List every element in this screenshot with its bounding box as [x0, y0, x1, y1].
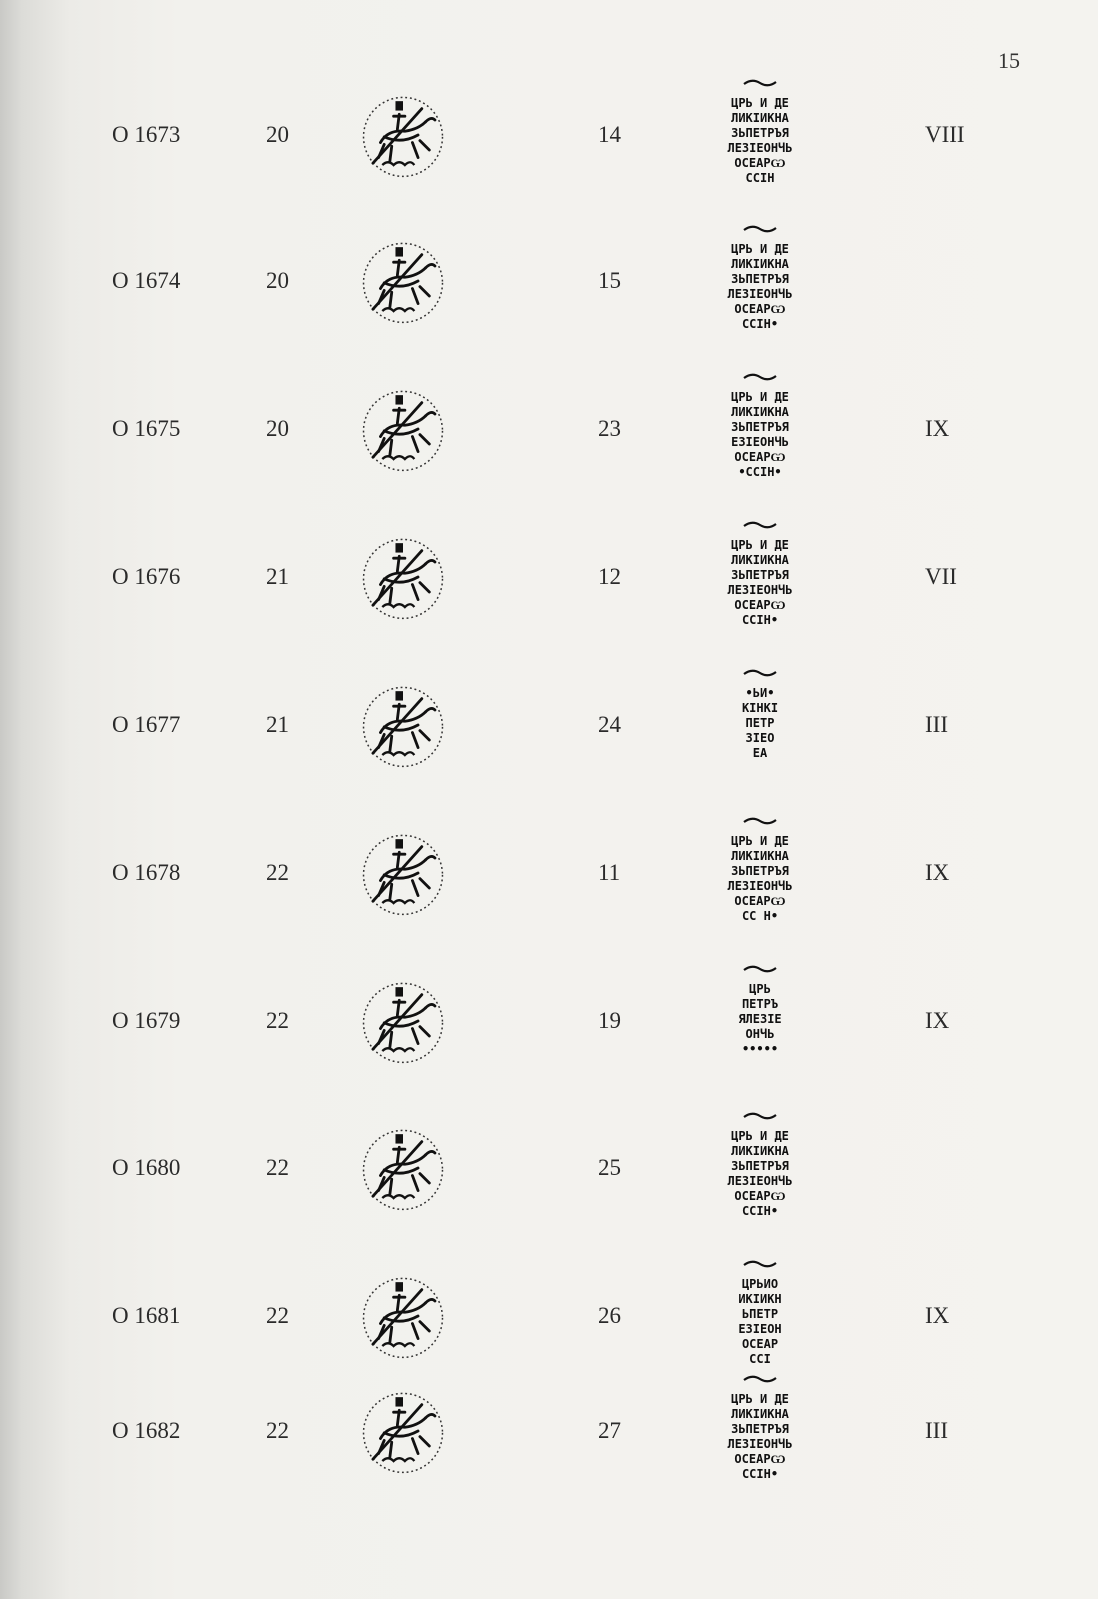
svg-text:ЦРЬ И ДЕ: ЦРЬ И ДЕ [731, 1392, 789, 1406]
weight-value: 22 [266, 1155, 289, 1180]
catalog-row [0, 503, 1098, 651]
reverse-legend-image [690, 814, 830, 932]
svg-text:ОСЕАРѠ: ОСЕАРѠ [734, 450, 786, 464]
svg-text:ИКІИКН: ИКІИКН [738, 1292, 782, 1306]
count-value: 11 [598, 860, 621, 885]
count-value: 25 [598, 1155, 621, 1180]
catalog-row [0, 947, 1098, 1095]
catalog-row [0, 1357, 1098, 1505]
reverse-legend-image [690, 76, 830, 194]
count-value: 15 [598, 268, 621, 293]
svg-text:ОСЕАРѠ: ОСЕАРѠ [734, 156, 786, 170]
weight-value: 20 [266, 416, 289, 441]
obverse-rider-image [356, 1269, 450, 1363]
catalog-number: O 1679 [112, 1008, 181, 1033]
svg-text:ССІН: ССІН [745, 171, 775, 185]
obverse-rider-image [356, 974, 450, 1068]
svg-text:ЗЬПЕТРЪЯ: ЗЬПЕТРЪЯ [731, 126, 789, 140]
svg-text:ССІН•: ССІН• [741, 1204, 779, 1218]
catalog-number: O 1677 [112, 712, 181, 737]
page-number: 15 [998, 48, 1020, 73]
svg-text:ЕЗІЕОН: ЕЗІЕОН [738, 1322, 782, 1336]
svg-text:ОСЕАРѠ: ОСЕАРѠ [734, 598, 786, 612]
svg-text:•ССІН•: •ССІН• [738, 465, 782, 479]
svg-text:ПЕТР: ПЕТР [745, 716, 775, 730]
svg-text:ЗЬПЕТРЪЯ: ЗЬПЕТРЪЯ [731, 420, 789, 434]
obverse-rider-image [356, 678, 450, 772]
svg-text:ЛЕЗІЕОНЧЬ: ЛЕЗІЕОНЧЬ [727, 1437, 793, 1451]
svg-text:ОСЕАРѠ: ОСЕАРѠ [734, 1189, 786, 1203]
svg-text:ЕЗІЕОНЧЬ: ЕЗІЕОНЧЬ [731, 435, 789, 449]
count-value: 26 [598, 1303, 621, 1328]
rarity-rating: VII [925, 564, 957, 589]
catalog-row [0, 61, 1098, 209]
svg-text:ЛЕЗІЕОНЧЬ: ЛЕЗІЕОНЧЬ [727, 287, 793, 301]
svg-text:ЦРЬ: ЦРЬ [749, 982, 771, 996]
svg-text:ЛЕЗІЕОНЧЬ: ЛЕЗІЕОНЧЬ [727, 879, 793, 893]
svg-text:ОСЕАР: ОСЕАР [741, 1337, 779, 1351]
svg-text:ЗІЕО: ЗІЕО [745, 731, 775, 745]
svg-text:ЗЬПЕТРЪЯ: ЗЬПЕТРЪЯ [731, 1422, 789, 1436]
svg-text:ЦРЬ И ДЕ: ЦРЬ И ДЕ [731, 538, 789, 552]
catalog-number: O 1681 [112, 1303, 181, 1328]
catalog-number: O 1673 [112, 122, 181, 147]
svg-text:ЕА: ЕА [752, 746, 768, 760]
svg-text:ЯЛЕЗІЕ: ЯЛЕЗІЕ [738, 1012, 782, 1026]
rarity-rating: VIII [925, 122, 965, 147]
obverse-rider-image [356, 88, 450, 182]
reverse-legend-image [690, 1372, 830, 1490]
svg-text:ЛИКІИКНА: ЛИКІИКНА [731, 1144, 789, 1158]
weight-value: 22 [266, 1303, 289, 1328]
weight-value: 22 [266, 860, 289, 885]
svg-text:ЛИКІИКНА: ЛИКІИКНА [731, 1407, 789, 1421]
catalog-number: O 1680 [112, 1155, 181, 1180]
svg-text:ЛИКІИКНА: ЛИКІИКНА [731, 405, 789, 419]
svg-text:ЗЬПЕТРЪЯ: ЗЬПЕТРЪЯ [731, 1159, 789, 1173]
catalog-row [0, 799, 1098, 947]
count-value: 19 [598, 1008, 621, 1033]
svg-text:ЗЬПЕТРЪЯ: ЗЬПЕТРЪЯ [731, 568, 789, 582]
reverse-legend-image [690, 518, 830, 636]
svg-text:ЦРЬ И ДЕ: ЦРЬ И ДЕ [731, 834, 789, 848]
svg-text:СС Н•: СС Н• [741, 909, 779, 923]
svg-text:ЬПЕТР: ЬПЕТР [741, 1307, 779, 1321]
count-value: 12 [598, 564, 621, 589]
count-value: 23 [598, 416, 621, 441]
svg-text:ЛИКІИКНА: ЛИКІИКНА [731, 553, 789, 567]
catalog-number: O 1675 [112, 416, 181, 441]
catalog-row [0, 355, 1098, 503]
obverse-rider-image [356, 1121, 450, 1215]
svg-text:ЦРЬ И ДЕ: ЦРЬ И ДЕ [731, 96, 789, 110]
svg-text:ССІН•: ССІН• [741, 1467, 779, 1481]
svg-text:ОНЧЬ: ОНЧЬ [745, 1027, 775, 1041]
obverse-rider-image [356, 530, 450, 624]
svg-text:ЛЕЗІЕОНЧЬ: ЛЕЗІЕОНЧЬ [727, 583, 793, 597]
svg-text:ССІ: ССІ [749, 1352, 771, 1366]
catalog-number: O 1674 [112, 268, 181, 293]
obverse-rider-image [356, 826, 450, 920]
reverse-legend-image [690, 666, 830, 784]
weight-value: 21 [266, 564, 289, 589]
reverse-legend-image [690, 1109, 830, 1227]
rarity-rating: IX [925, 1303, 950, 1328]
catalog-row [0, 651, 1098, 799]
catalog-number: O 1676 [112, 564, 181, 589]
svg-text:ОСЕАРѠ: ОСЕАРѠ [734, 1452, 786, 1466]
svg-text:ЛЕЗІЕОНЧЬ: ЛЕЗІЕОНЧЬ [727, 141, 793, 155]
reverse-legend-image [690, 370, 830, 488]
weight-value: 20 [266, 122, 289, 147]
obverse-rider-image [356, 382, 450, 476]
count-value: 14 [598, 122, 621, 147]
svg-text:ЦРЬ И ДЕ: ЦРЬ И ДЕ [731, 390, 789, 404]
reverse-legend-image [690, 222, 830, 340]
svg-text:ЗЬПЕТРЪЯ: ЗЬПЕТРЪЯ [731, 864, 789, 878]
count-value: 27 [598, 1418, 621, 1443]
count-value: 24 [598, 712, 621, 737]
svg-text:КІНКІ: КІНКІ [741, 701, 779, 715]
catalog-number: O 1682 [112, 1418, 181, 1443]
weight-value: 21 [266, 712, 289, 737]
obverse-rider-image [356, 1384, 450, 1478]
svg-text:ЛИКІИКНА: ЛИКІИКНА [731, 111, 789, 125]
rarity-rating: III [925, 1418, 948, 1443]
svg-text:ЦРЬ И ДЕ: ЦРЬ И ДЕ [731, 1129, 789, 1143]
rarity-rating: III [925, 712, 948, 737]
catalog-row [0, 1094, 1098, 1242]
svg-text:•••••: ••••• [741, 1042, 779, 1056]
rarity-rating: IX [925, 1008, 950, 1033]
svg-text:ЦРЬ И ДЕ: ЦРЬ И ДЕ [731, 242, 789, 256]
obverse-rider-image [356, 234, 450, 328]
catalog-row [0, 207, 1098, 355]
catalog-number: O 1678 [112, 860, 181, 885]
reverse-legend-image [690, 962, 830, 1080]
weight-value: 22 [266, 1418, 289, 1443]
svg-text:ССІН•: ССІН• [741, 613, 779, 627]
rarity-rating: IX [925, 416, 950, 441]
svg-text:ЛЕЗІЕОНЧЬ: ЛЕЗІЕОНЧЬ [727, 1174, 793, 1188]
svg-text:ЛИКІИКНА: ЛИКІИКНА [731, 257, 789, 271]
svg-text:ЦРЬИО: ЦРЬИО [741, 1277, 779, 1291]
svg-text:•ЬИ•: •ЬИ• [745, 686, 775, 700]
rarity-rating: IX [925, 860, 950, 885]
weight-value: 20 [266, 268, 289, 293]
svg-text:ЛИКІИКНА: ЛИКІИКНА [731, 849, 789, 863]
svg-text:ОСЕАРѠ: ОСЕАРѠ [734, 302, 786, 316]
weight-value: 22 [266, 1008, 289, 1033]
svg-text:ОСЕАРѠ: ОСЕАРѠ [734, 894, 786, 908]
svg-text:ПЕТРЪ: ПЕТРЪ [741, 997, 779, 1011]
svg-text:ЗЬПЕТРЪЯ: ЗЬПЕТРЪЯ [731, 272, 789, 286]
svg-text:ССІН•: ССІН• [741, 317, 779, 331]
